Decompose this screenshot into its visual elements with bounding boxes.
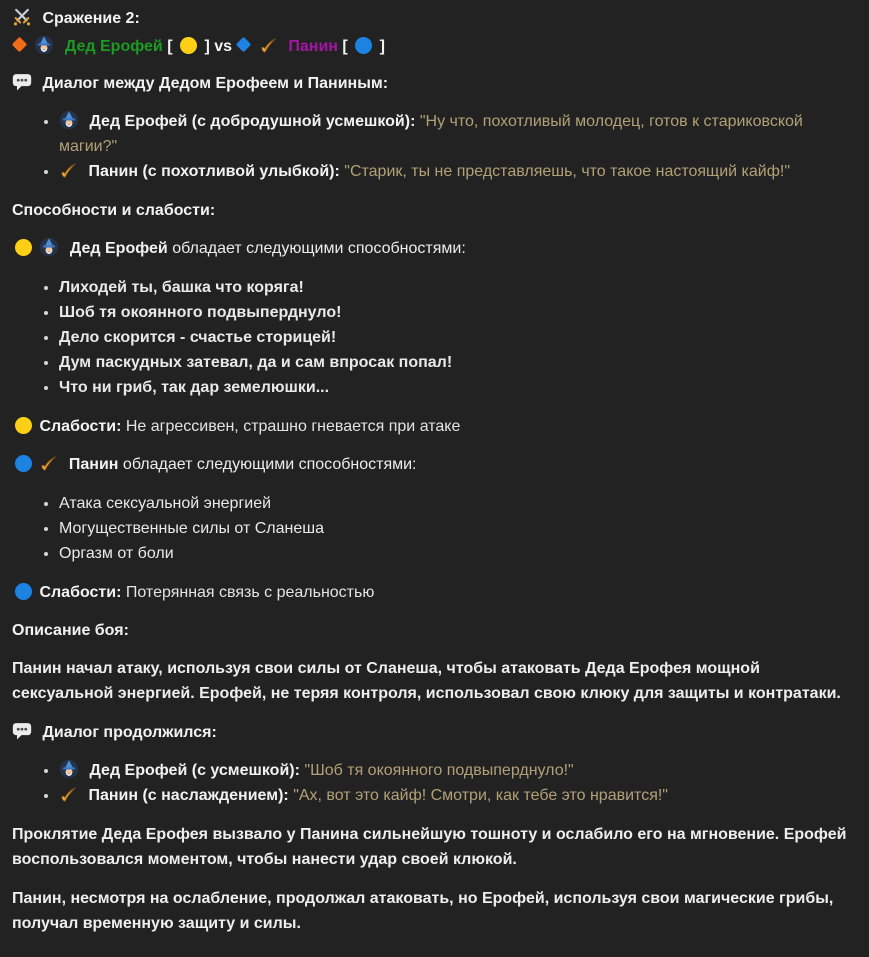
blue-circle-icon [355, 37, 372, 54]
fighter2-weakness-line [12, 581, 857, 604]
orange-diamond-icon [12, 37, 28, 53]
ability-item: • Оргазм от боли [59, 541, 857, 566]
blue-diamond-icon [236, 37, 252, 53]
ability-item: • Атака сексуальной энергией [59, 491, 857, 516]
speech-bubble-icon [12, 72, 32, 92]
check-mark-icon [259, 36, 278, 55]
check-mark-icon [39, 454, 58, 473]
fighter1-weakness-line [12, 415, 857, 438]
dialog-quote: "Ну что, похотливый молодец, готов к стариковской магии?" [59, 113, 803, 155]
dialog2-title: Диалог продолжился: [42, 724, 217, 741]
battle-description-paragraph: Панин начал атаку, используя свои силы от Сланеша, чтобы атаковать Деда Ерофея мощной сексуальной энергией. Ерофей, не теряя контроля, использовал свою клюку для защиты и контратаки. [12, 660, 841, 702]
intro-text: обладает следующими способностями: [172, 240, 466, 257]
crossed-swords-icon [12, 7, 32, 27]
abilities-heading [12, 199, 857, 222]
abilities-title: Способности и слабости: [12, 202, 216, 219]
wizard-icon [34, 35, 54, 55]
yellow-circle-icon [15, 239, 32, 256]
fighter1-name: Дед Ерофей [64, 38, 163, 55]
yellow-circle-icon [15, 417, 32, 434]
battle-description-title: Описание боя: [12, 622, 129, 639]
dialog-item [59, 159, 857, 184]
fighter2-ability-list [12, 491, 857, 566]
fighter1-ability-list [12, 275, 857, 400]
bracket-close-2: ] [379, 38, 385, 55]
fighter2-name: Панин [68, 456, 119, 473]
versus-line [12, 35, 857, 57]
yellow-circle-icon [180, 37, 197, 54]
outcome-paragraph-1: Проклятие Деда Ерофея вызвало у Панина сильнейшую тошноту и ослабило его на мгновение. Ерофей воспользовался моментом, чтобы нанести удар своей клюкой. [12, 826, 847, 868]
speaker-name: Дед Ерофей (с добродушной усмешкой): [89, 113, 416, 130]
wizard-icon [59, 759, 79, 779]
ability-item: • Могущественные силы от Сланеша [59, 516, 857, 541]
dialog1-list [12, 109, 857, 184]
dialog-item [59, 783, 857, 808]
speaker-name: Панин (с наслаждением): [88, 787, 289, 804]
dialog-quote: "Ах, вот это кайф! Смотри, как тебе это нравится!" [293, 787, 668, 804]
outcome-paragraph-2: Панин, несмотря на ослабление, продолжал атаковать, но Ерофей, используя свои магические грибы, получал временную защиту и силы. [12, 890, 834, 932]
weakness-label: Слабости: [39, 584, 122, 601]
weakness-text: Не агрессивен, страшно гневается при атаке [125, 418, 461, 435]
ability-item: • Лиходей ты, башка что коряга! [59, 275, 857, 300]
intro-text: обладает следующими способностями: [122, 456, 417, 473]
check-mark-icon [59, 785, 78, 804]
fighter1-name: Дед Ерофей [69, 240, 168, 257]
dialog-item [59, 758, 857, 783]
dialog-quote: "Шоб тя окоянного подвыперднуло!" [304, 762, 574, 779]
ability-item: • Шоб тя окоянного подвыперднуло! [59, 300, 857, 325]
fighter2-abilities-intro [12, 453, 857, 476]
speaker-name: Панин (с похотливой улыбкой): [88, 163, 340, 180]
bracket-open: [ [167, 38, 173, 55]
dialog2-heading [12, 721, 857, 744]
weakness-label: Слабости: [39, 418, 122, 435]
ability-item: • Дум паскудных затевал, да и сам впросак попал! [59, 350, 857, 375]
bracket-open-2: [ [342, 38, 348, 55]
dialog-item [59, 109, 857, 159]
dialog2-list [12, 758, 857, 808]
ability-item: • Дело скорится - счастье сторицей! [59, 325, 857, 350]
check-mark-icon [59, 161, 78, 180]
vs-label: vs [214, 38, 233, 55]
battle-title-line [12, 7, 857, 29]
fighter2-name: Панин [288, 38, 338, 55]
blue-circle-icon [15, 455, 32, 472]
ability-item: • Что ни гриб, так дар земелюшки... [59, 375, 857, 400]
speech-bubble-icon [12, 721, 32, 741]
speaker-name: Дед Ерофей (с усмешкой): [89, 762, 300, 779]
fighter1-abilities-intro [12, 237, 857, 260]
bracket-close: ] [204, 38, 210, 55]
battle-description-heading [12, 619, 857, 642]
dialog-quote: "Старик, ты не представляешь, что такое настоящий кайф!" [344, 163, 791, 180]
battle-title: Сражение 2: [42, 10, 140, 27]
dialog1-heading [12, 72, 857, 95]
dialog1-title: Диалог между Дедом Ерофеем и Паниным: [42, 75, 389, 92]
weakness-text: Потерянная связь с реальностью [125, 584, 375, 601]
wizard-icon [59, 110, 79, 130]
blue-circle-icon [15, 583, 32, 600]
wizard-icon [39, 237, 59, 257]
